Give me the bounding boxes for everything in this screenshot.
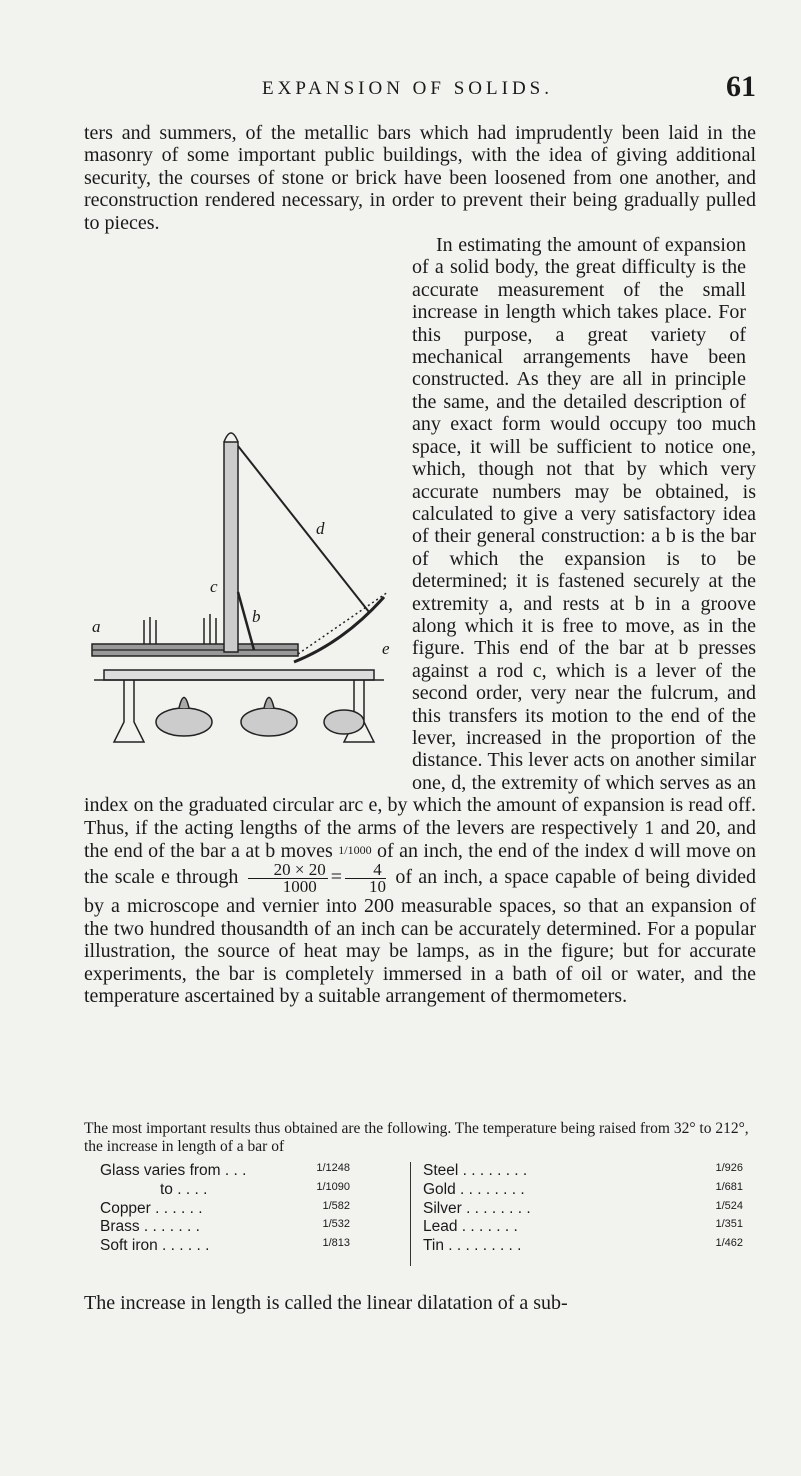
- table-row: Silver . . . . . . . . 1/524: [423, 1199, 743, 1217]
- apparatus-figure: [84, 412, 402, 784]
- formula-rhs-denominator: 10: [369, 877, 387, 897]
- label-d: d: [316, 519, 325, 539]
- label-c: c: [210, 577, 218, 597]
- table-row: Tin . . . . . . . . . 1/462: [423, 1237, 743, 1255]
- formula-rhs: [345, 862, 386, 895]
- formula-lhs: [248, 862, 328, 895]
- table-row: Lead . . . . . . . 1/351: [423, 1218, 743, 1236]
- page-header: [84, 70, 756, 110]
- body-text: [84, 122, 756, 1007]
- apparatus-drawing: [84, 422, 402, 782]
- results-intro: The most important results thus obtained are the following. The temperature being raised from 32° to 212°, the increase in length of a bar of: [84, 1120, 749, 1155]
- table-row: Steel . . . . . . . . 1/926: [423, 1162, 743, 1179]
- paragraph-2-continued: of an inch, the end of the index d will move on the scale e through: [84, 840, 757, 889]
- final-line: The increase in length is called the linear dilatation of a sub-: [84, 1292, 568, 1314]
- paragraph-1: ters and summers, of the metallic bars which had imprudently been laid in the masonry of some important public buildings, with the idea of giving additional security, the courses of stone or brick have been loosened from one another, and reconstruction rendered necessary, in order to prevent their being gradually pulled to pieces.: [84, 122, 756, 234]
- label-a: a: [92, 617, 101, 637]
- table-row: Brass . . . . . . . 1/532: [100, 1218, 350, 1236]
- page-number: 61: [726, 70, 756, 103]
- formula-denominator: 1000: [282, 877, 317, 897]
- paragraph-2-end: of an inch, a space capable of being divided by a microscope and vernier into 200 measurable spaces, so that an expansion of the two hundred thousandth of an inch can be accurately determined. For a popular illustration, the source of heat may be lamps, as in the figure; but for accurate experiments, the bar is completely immersed in a bath of oil or water, and the temperature ascertained by a suitable arrangement of thermometers.: [84, 866, 757, 1008]
- table-row: Soft iron . . . . . . 1/813: [100, 1237, 350, 1255]
- paragraph-2-text: In estimating the amount of expansion of a solid body, the great difficulty is the accurate measurement of the small increase in length which takes place. For this purpose, a great variety of mechanical arrangements have been constructed. As they are all in principle the same, and the detailed description of any exact form would occupy too much space, it will be sufficient to notice one, which, though not that by which very accurate numbers may be obtained, is calculated to give a very satisfactory idea of their general construction: a b is the bar of which the expansion is to be determined; it is fastened securely at the extremity a, and rests at b in a groove along which it is free to move, as in the figure. This end of the bar at b presses against a rod c, which is a lever of the second order, very near the fulcrum, and this transfers its motion to the end of the lever, increased in the proportion of the distance. This lever acts on another similar one, d, the extremity of which serves as an index on the graduated circular arc e, by which the amount of expansion is read off. Thus, if the acting lengths of the arms of the levers are respectively 1 and 20, and the end of the bar a at b moves: [84, 234, 756, 862]
- label-b: b: [252, 607, 261, 627]
- label-e: e: [382, 639, 390, 659]
- formula-numerator: 20 × 20: [248, 862, 328, 879]
- table-row: Glass varies from . . . 1/1248: [100, 1162, 350, 1179]
- table-column-left: [100, 1162, 350, 1256]
- fraction-one-thousandth: 1/1000: [338, 843, 372, 857]
- running-head: EXPANSION OF SOLIDS.: [262, 78, 553, 99]
- table-row: to . . . . 1/1090: [160, 1180, 350, 1198]
- formula-rhs-numerator: 4: [345, 862, 386, 879]
- table-row: Copper . . . . . . 1/582: [100, 1199, 350, 1217]
- table-row: Gold . . . . . . . . 1/681: [423, 1180, 743, 1198]
- expansion-table: [100, 1162, 750, 1272]
- paragraph-2: a b c d e In estimating the amount of expansion of a solid body, the great difficulty is the accurate measurement of the small increase in length which takes place. For this purpose, a great variety of mechanical arrangements have been constructed. As they are all in principle the same, and the detailed description of any exact form would occupy too much space, it will be sufficient to notice one, which, though not that by which very accurate numbers may be obtained, is calculated to give a very satisfactory idea of their general construction: a b is the bar of which the expansion is to be determined; it is fastened securely at the extremity a, and rests at b in a groove along which it is free to move, as in the figure. This end of the bar at b presses against a rod c, which is a lever of the second order, very near the fulcrum, and this transfers its motion to the end of the lever, increased in the proportion of the distance. This lever acts on another similar one, d, the extremity of which serves as an index on the graduated circular arc e, by which the amount of expansion is read off. Thus, if the acting lengths of the arms of the levers are respectively 1 and 20, and the end of the bar a at b moves 1/1000 of an inch, the end of the index d will move on the scale e through $\frac{20 \times 20}{1000}$ = $\frac{4}{10}$ of an inch, a space capable of being divided by a microscope and vernier into 200 measurable spaces, so that an expansion of the two hundred thousandth of an inch can be accurately determined. For a popular illustration, the source of heat may be lamps, as in the figure; but for accurate experiments, the bar is completely immersed in a bath of oil or water, and the temperature ascertained by a suitable arrangement of thermometers.: [84, 234, 757, 1008]
- table-column-right: [410, 1162, 743, 1266]
